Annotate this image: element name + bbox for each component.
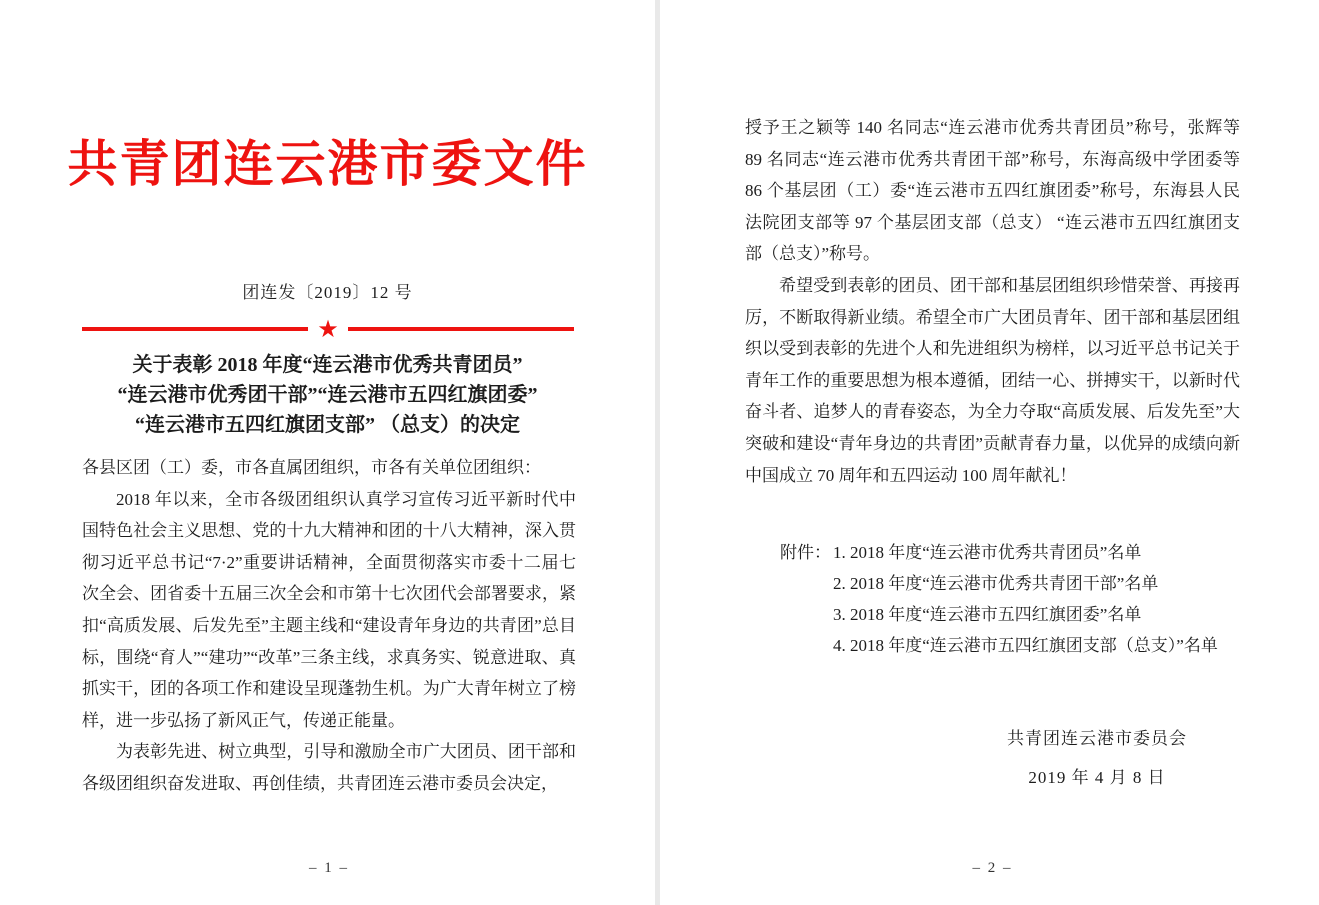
star-icon: ★	[317, 315, 339, 343]
issue-date: 2019 年 4 月 8 日	[1028, 768, 1166, 787]
document-title-line: 关于表彰 2018 年度“连云港市优秀共青团员”	[132, 354, 523, 376]
divider-line-left	[82, 327, 308, 331]
attachments-label: 附件：	[780, 543, 831, 562]
document-title	[40, 350, 615, 440]
page1-body	[82, 452, 576, 800]
document-title-line: “连云港市优秀团干部”“连云港市五四红旗团委”	[117, 384, 538, 406]
divider-line-right	[348, 327, 574, 331]
paragraph-continuation: 授予王之颖等 140 名同志“连云港市优秀共青团员”称号，张辉等 89 名同志“连云港市优秀共青团干部”称号，东海高级中学团委等 86 个基层团（工）委“连云港市五四红旗团委”称号，东海县人民法院团支部等 97 个基层团支部（总支） “连云港市五四红旗团支部（总支）”称号。	[745, 118, 1240, 264]
attachment-item: 3. 2018 年度“连云港市五四红旗团委”名单	[833, 605, 1142, 624]
document-title-line: “连云港市五四红旗团支部” （总支）的决定	[135, 414, 520, 436]
page-number-footer: – 1 –	[309, 860, 349, 876]
paragraph: 希望受到表彰的团员、团干部和基层团组织珍惜荣誉、再接再厉，不断取得新业绩。希望全市广大团员青年、团干部和基层团组织以受到表彰的先进个人和先进组织为榜样，以习近平总书记关于青年工作的重要思想为根本遵循，团结一心、拼搏实干，以新时代奋斗者、追梦人的青春姿态，为全力夺取“高质发展、后发先至”大突破和建设“青年身边的共青团”贡献青春力量，以优异的成绩向新中国成立 70 周年和五四运动 100 周年献礼！	[745, 275, 1240, 485]
paragraph: 为表彰先进、树立典型，引导和激励全市广大团员、团干部和各级团组织奋发进取、再创佳绩，共青团连云港市委员会决定，	[82, 742, 576, 793]
attachments-block	[780, 537, 1218, 661]
salutation: 各县区团（工）委，市各直属团组织，市各有关单位团组织：	[82, 458, 541, 477]
page-number-footer: – 2 –	[972, 860, 1013, 876]
page-2	[660, 0, 1319, 905]
red-divider	[82, 315, 574, 343]
paragraph: 2018 年以来，全市各级团组织认真学习宣传习近平新时代中国特色社会主义思想、党的十九大精神和团的十八大精神，深入贯彻习近平总书记“7·2”重要讲话精神，全面贯彻落实市委十二届七次全会、团省委十五届三次全会和市第十七次团代会部署要求，紧扣“高质发展、后发先至”主题主线和“建设青年身边的共青团”总目标，围绕“育人”“建功”“改革”三条主线，求真务实、锐意进取、真抓实干，团的各项工作和建设呈现蓬勃生机。为广大青年树立了榜样，进一步弘扬了新风正气，传递正能量。	[82, 489, 576, 730]
page-1	[0, 0, 655, 905]
signature-block	[947, 724, 1247, 788]
attachment-item: 4. 2018 年度“连云港市五四红旗团支部（总支）”名单	[833, 636, 1218, 655]
attachment-item: 1. 2018 年度“连云港市优秀共青团员”名单	[833, 543, 1142, 562]
issuer-name: 共青团连云港市委员会	[1007, 729, 1187, 748]
page2-body	[745, 112, 1240, 491]
attachments-list	[833, 537, 1218, 661]
letterhead-title: 共青团连云港市委文件	[67, 136, 588, 192]
document-number: 团连发〔2019〕12 号	[242, 283, 413, 302]
attachment-item: 2. 2018 年度“连云港市优秀共青团干部”名单	[833, 574, 1159, 593]
